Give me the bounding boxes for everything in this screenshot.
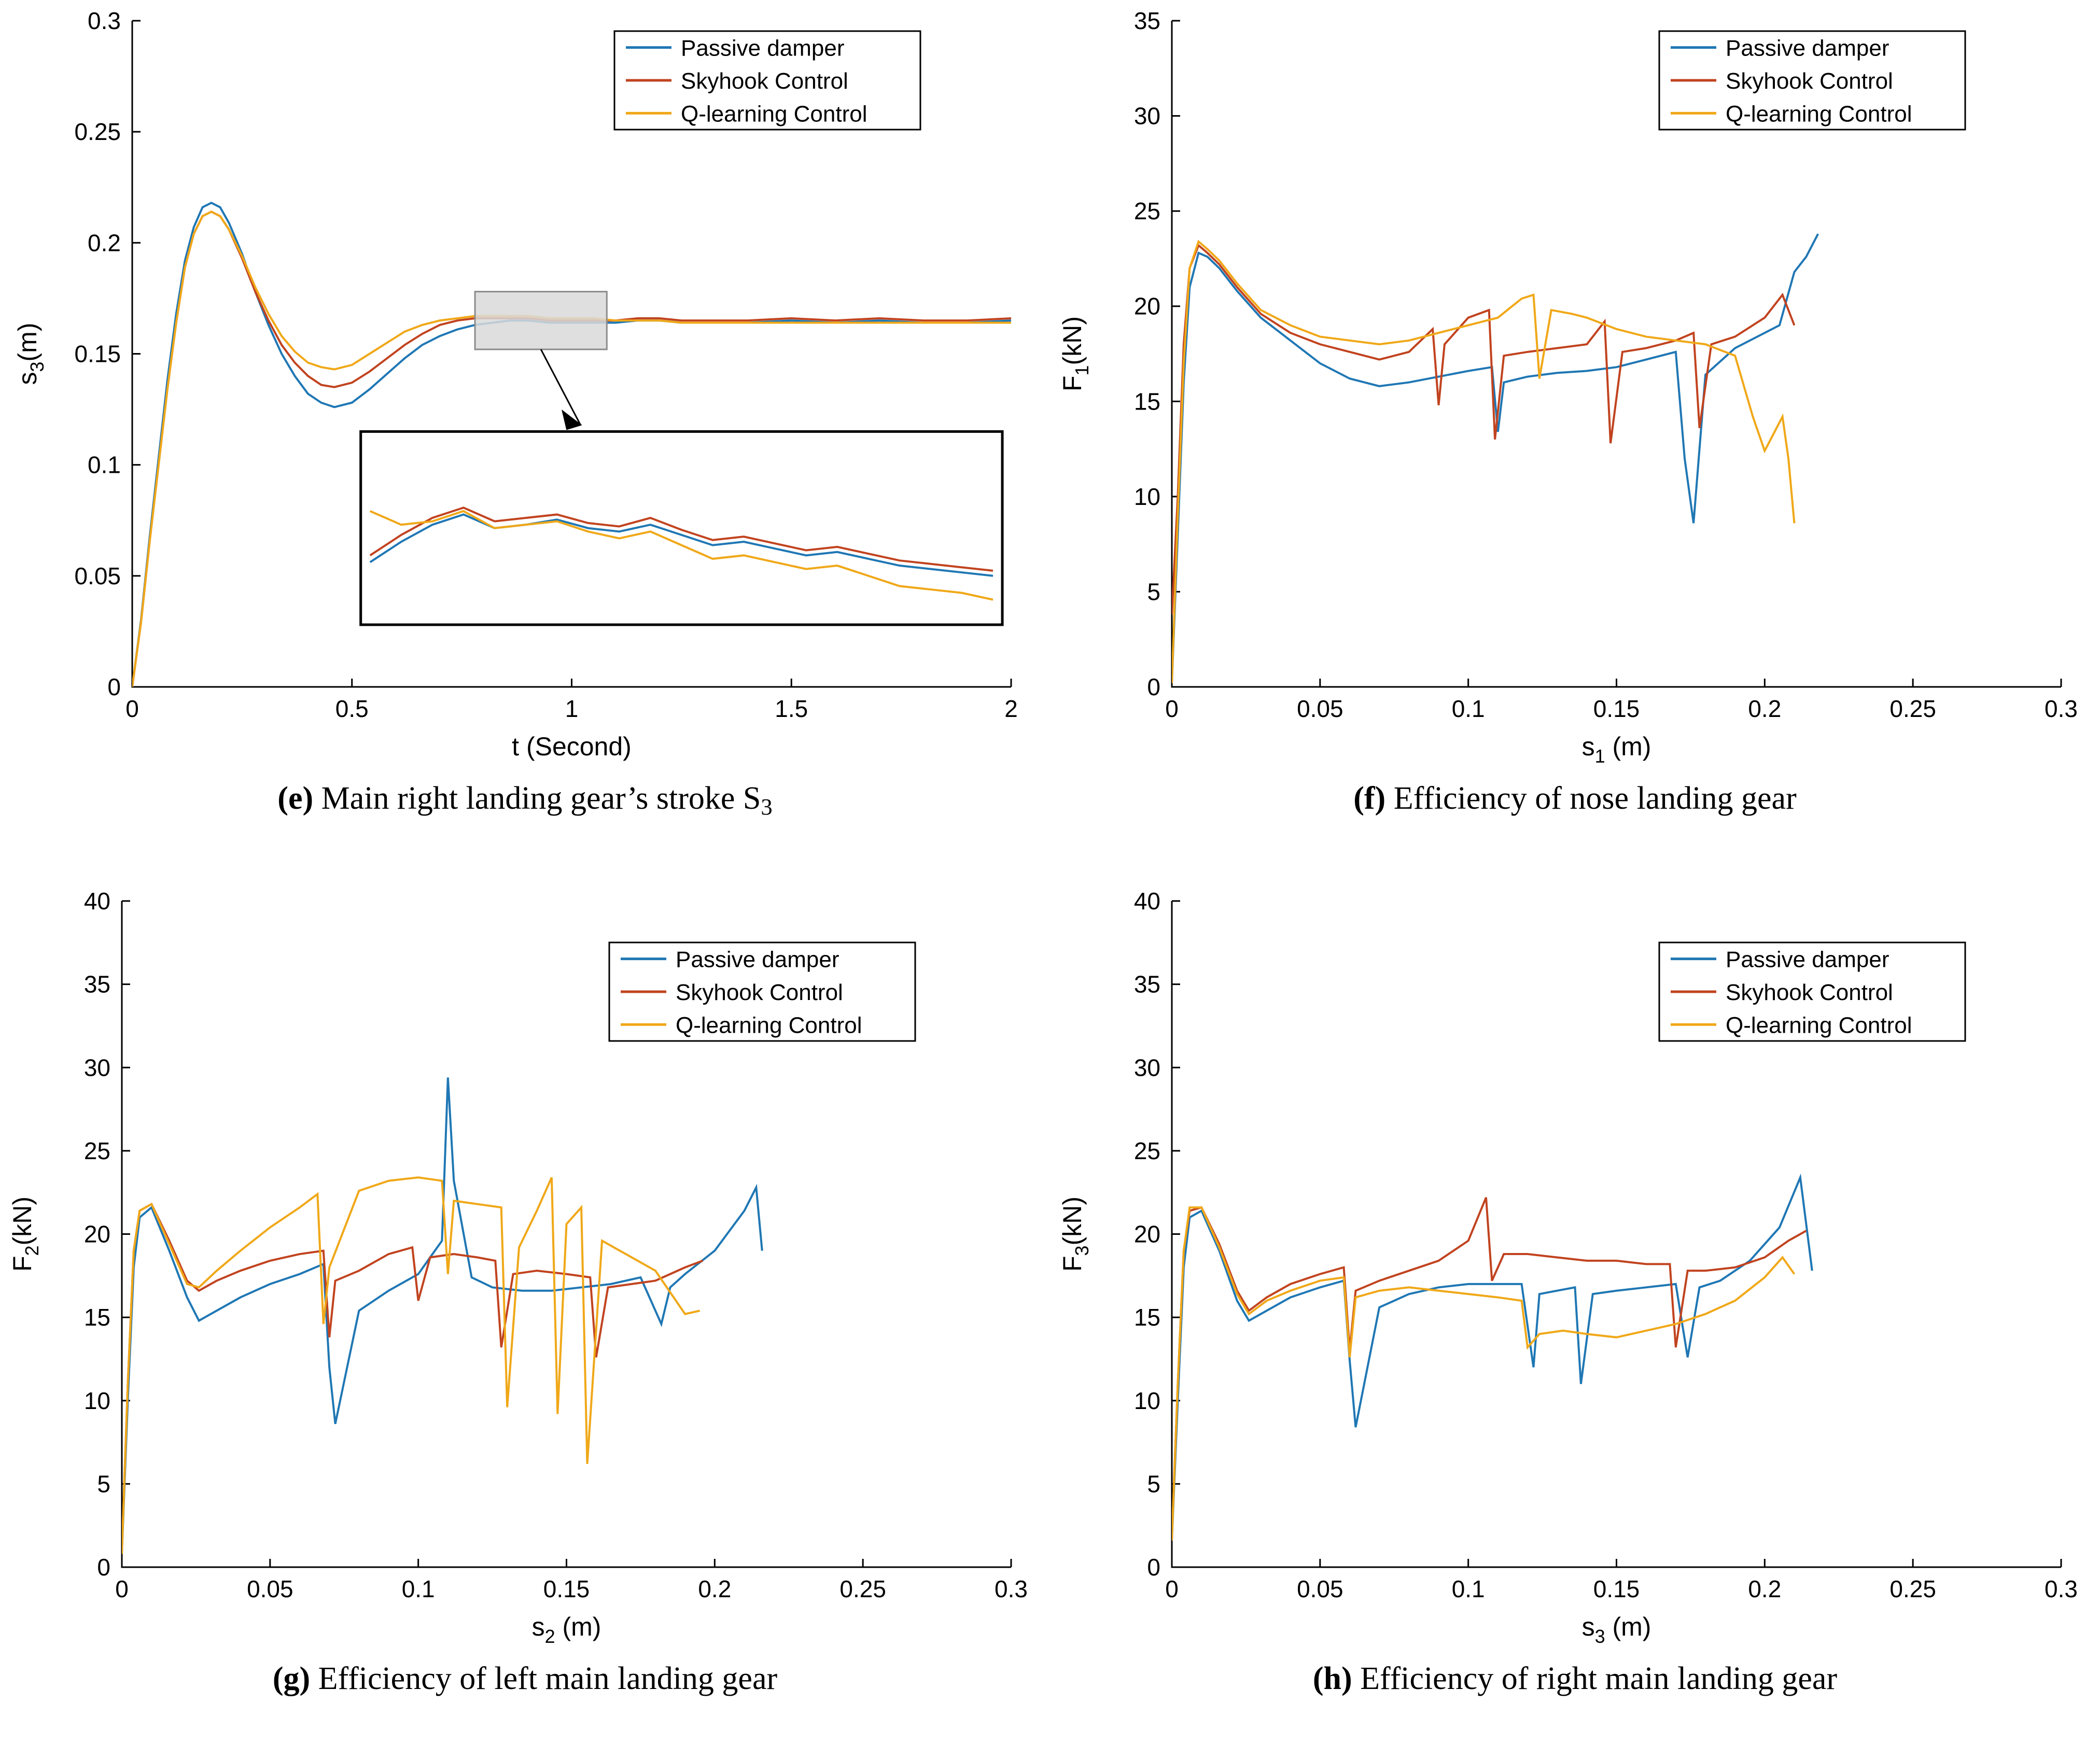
svg-text:0: 0 xyxy=(1165,1575,1179,1602)
svg-text:10: 10 xyxy=(1133,483,1160,510)
caption-f-text: Efficiency of nose landing gear xyxy=(1393,781,1797,816)
svg-text:0.3: 0.3 xyxy=(2045,1575,2078,1602)
svg-text:30: 30 xyxy=(83,1053,110,1081)
svg-text:20: 20 xyxy=(1133,292,1160,320)
svg-text:0.05: 0.05 xyxy=(247,1575,293,1602)
chart-f xyxy=(1050,0,2100,772)
svg-text:s3 (m): $s_3$ (m) xyxy=(1581,1612,1651,1647)
svg-text:0.05: 0.05 xyxy=(1297,695,1343,722)
svg-text:0.3: 0.3 xyxy=(995,1575,1028,1602)
svg-text:0: 0 xyxy=(125,695,139,722)
svg-text:F1(kN): $F_1(kN)$ xyxy=(1058,316,1093,391)
svg-text:35: 35 xyxy=(1133,7,1160,34)
series-line xyxy=(1172,242,1795,683)
svg-text:0.1: 0.1 xyxy=(88,451,121,478)
svg-text:F3(kN): $F_3(kN)$ xyxy=(1058,1196,1093,1272)
svg-text:Passive damper: Passive damper xyxy=(1726,35,1889,61)
svg-text:0.05: 0.05 xyxy=(74,562,121,589)
svg-text:2: 2 xyxy=(1004,695,1018,722)
svg-text:0.5: 0.5 xyxy=(335,695,369,722)
caption-g xyxy=(0,1653,1050,1696)
svg-text:Q-learning Control: Q-learning Control xyxy=(1726,1012,1912,1038)
svg-text:10: 10 xyxy=(83,1387,110,1414)
svg-text:0.15: 0.15 xyxy=(543,1575,590,1602)
svg-text:0.2: 0.2 xyxy=(88,229,121,257)
svg-text:0.25: 0.25 xyxy=(1889,695,1936,722)
svg-text:25: 25 xyxy=(1133,198,1160,225)
svg-text:0.25: 0.25 xyxy=(839,1575,886,1602)
panel-g xyxy=(0,880,1050,1760)
svg-text:1.5: 1.5 xyxy=(775,695,808,722)
svg-text:s3(m): $s_3(m)$ xyxy=(13,322,48,385)
svg-text:0.25: 0.25 xyxy=(1889,1575,1936,1602)
svg-text:15: 15 xyxy=(83,1303,110,1331)
series-line xyxy=(1172,1207,1795,1541)
svg-text:0.05: 0.05 xyxy=(1297,1575,1343,1602)
svg-text:Skyhook Control: Skyhook Control xyxy=(676,979,843,1005)
caption-e-sub: 3 xyxy=(761,794,773,820)
svg-text:s2 (m): $s_2$ (m) xyxy=(531,1612,601,1647)
svg-text:0.1: 0.1 xyxy=(1451,695,1485,722)
svg-text:15: 15 xyxy=(1133,1303,1160,1331)
svg-text:20: 20 xyxy=(83,1220,110,1247)
svg-text:25: 25 xyxy=(83,1137,110,1164)
svg-text:5: 5 xyxy=(1147,1470,1160,1497)
svg-text:0.2: 0.2 xyxy=(1748,695,1782,722)
svg-text:t (Second): t (Second) xyxy=(512,732,632,761)
svg-text:0.2: 0.2 xyxy=(698,1575,732,1602)
caption-e-tag: (e) xyxy=(277,781,314,816)
svg-text:Q-learning Control: Q-learning Control xyxy=(681,101,867,127)
inset-axes xyxy=(361,431,1002,625)
panel-e xyxy=(0,0,1050,880)
svg-text:0.15: 0.15 xyxy=(74,340,121,368)
chart-e xyxy=(0,0,1050,772)
series-line xyxy=(122,1204,703,1550)
svg-text:35: 35 xyxy=(1133,970,1160,998)
svg-text:35: 35 xyxy=(83,970,110,998)
svg-text:0: 0 xyxy=(1165,695,1179,722)
svg-text:s1 (m): $s_1$ (m) xyxy=(1581,732,1651,767)
svg-text:0.15: 0.15 xyxy=(1593,1575,1640,1602)
svg-text:0: 0 xyxy=(115,1575,129,1602)
svg-text:0: 0 xyxy=(1147,1553,1160,1581)
legend xyxy=(1659,31,1965,130)
svg-text:Passive damper: Passive damper xyxy=(681,35,845,61)
svg-text:30: 30 xyxy=(1133,1053,1160,1081)
svg-text:5: 5 xyxy=(1147,578,1160,606)
series-line xyxy=(1172,1177,1812,1540)
caption-g-tag: (g) xyxy=(272,1660,311,1696)
svg-text:Skyhook Control: Skyhook Control xyxy=(1726,68,1893,94)
svg-text:Skyhook Control: Skyhook Control xyxy=(681,68,848,94)
svg-text:20: 20 xyxy=(1133,1220,1160,1247)
legend xyxy=(614,31,920,130)
chart-g-svg xyxy=(0,880,1050,1653)
caption-f-tag: (f) xyxy=(1353,781,1386,816)
series-line xyxy=(1172,1197,1806,1537)
zoom-arrow xyxy=(541,349,580,425)
svg-text:40: 40 xyxy=(83,887,110,914)
chart-h xyxy=(1050,880,2100,1653)
caption-h-tag: (h) xyxy=(1312,1660,1352,1696)
svg-text:40: 40 xyxy=(1133,887,1160,914)
svg-text:0.3: 0.3 xyxy=(2045,695,2078,722)
panel-f xyxy=(1050,0,2100,880)
svg-text:25: 25 xyxy=(1133,1137,1160,1164)
svg-text:F2(kN): $F_2(kN)$ xyxy=(8,1196,43,1272)
svg-text:0: 0 xyxy=(1147,673,1160,700)
svg-text:1: 1 xyxy=(565,695,579,722)
legend xyxy=(609,942,915,1041)
chart-f-svg xyxy=(1050,0,2100,772)
svg-text:0.15: 0.15 xyxy=(1593,695,1640,722)
chart-e-svg xyxy=(0,0,1050,772)
svg-text:0.25: 0.25 xyxy=(74,118,121,146)
legend xyxy=(1659,942,1965,1041)
svg-text:Q-learning Control: Q-learning Control xyxy=(1726,101,1912,127)
svg-text:Passive damper: Passive damper xyxy=(1726,947,1889,973)
chart-h-svg xyxy=(1050,880,2100,1653)
caption-f xyxy=(1050,772,2100,816)
series-line xyxy=(1172,234,1818,683)
svg-text:Passive damper: Passive damper xyxy=(676,947,839,973)
svg-text:0: 0 xyxy=(97,1553,110,1581)
svg-text:5: 5 xyxy=(97,1470,110,1497)
svg-text:30: 30 xyxy=(1133,102,1160,130)
svg-text:10: 10 xyxy=(1133,1387,1160,1414)
svg-text:0.1: 0.1 xyxy=(1451,1575,1485,1602)
chart-g xyxy=(0,880,1050,1653)
series-line xyxy=(122,1077,762,1554)
series-line xyxy=(122,1177,700,1554)
svg-text:0.3: 0.3 xyxy=(88,7,121,34)
svg-text:0: 0 xyxy=(107,673,121,700)
svg-text:Q-learning Control: Q-learning Control xyxy=(676,1012,862,1038)
svg-text:0.1: 0.1 xyxy=(401,1575,435,1602)
caption-g-text: Efficiency of left main landing gear xyxy=(318,1660,778,1696)
svg-text:15: 15 xyxy=(1133,388,1160,415)
caption-h-text: Efficiency of right main landing gear xyxy=(1360,1660,1838,1696)
zoom-highlight-box xyxy=(475,292,607,349)
panel-h xyxy=(1050,880,2100,1760)
caption-h xyxy=(1050,1653,2100,1696)
svg-text:0.2: 0.2 xyxy=(1748,1575,1782,1602)
svg-text:Skyhook Control: Skyhook Control xyxy=(1726,979,1893,1005)
caption-e xyxy=(0,772,1050,820)
caption-e-text: Main right landing gear’s stroke S xyxy=(321,781,761,816)
